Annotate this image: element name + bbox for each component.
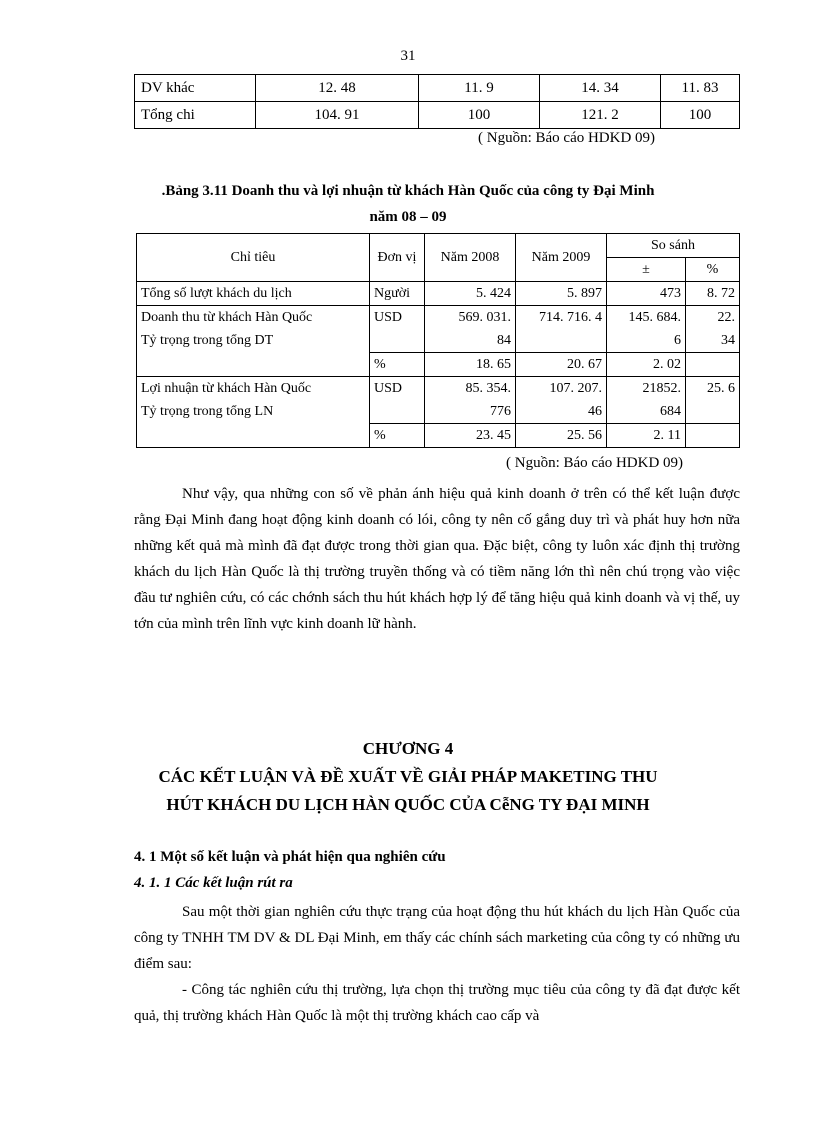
cell-line: 21852. — [642, 381, 681, 396]
table-cell: DV khác — [135, 75, 256, 102]
table-cell: USD — [370, 377, 425, 424]
table-cell: 14. 34 — [540, 75, 661, 102]
body-paragraph: - Công tác nghiên cứu thị trường, lựa chọn thị trường mục tiêu của công ty đã đạt được kết quả, thị trường khách Hàn Quốc là một thị trường khách cao cấp và — [134, 982, 740, 1024]
chapter-title-line1: CÁC KẾT LUẬN VÀ ĐỀ XUẤT VỀ GIẢI PHÁP MAKETING THU — [158, 767, 658, 786]
table-cell: 23. 45 — [425, 424, 516, 448]
cell-line: 85. 354. — [465, 381, 511, 396]
header-percent: % — [686, 258, 740, 282]
expense-table — [134, 74, 740, 129]
table-cell: 104. 91 — [256, 102, 419, 129]
table-cell: 473 — [607, 282, 686, 306]
table-cell: 2. 02 — [607, 353, 686, 377]
table-row — [135, 75, 740, 102]
body-paragraph: Như vậy, qua những con số về phản ánh hiệu quả kinh doanh ở trên có thể kết luận được rằng Đại Minh đang hoạt động kinh doanh có lói, công ty nên cố gắng duy trì và phát huy hơn nữa những kết quả mà mình đã đạt được trong thời gian qua. Đặc biệt, công ty luôn xác định thị trường khách du lịch Hàn Quốc là thị trường truyền thống và có tiềm năng lớn thì nên chú trọng vào việc đầu tư nghiên cứu, có các chớnh sách thu hút khách hợp lý để tăng hiệu quả kinh doanh và vị thế, uy tớn của mình trên lĩnh vực kinh doanh lữ hành. — [134, 486, 740, 632]
table-caption: .Bảng 3.11 Doanh thu và lợi nhuận từ khách Hàn Quốc của công ty Đại Minh — [161, 183, 655, 199]
table-cell — [425, 377, 516, 424]
table-cell: Tổng số lượt khách du lịch — [137, 282, 370, 306]
table-cell: 121. 2 — [540, 102, 661, 129]
header-nam-2009: Năm 2009 — [516, 234, 607, 282]
header-plus-minus: ± — [607, 258, 686, 282]
body-text — [134, 899, 740, 1029]
cell-line: 107. 207. — [549, 381, 602, 396]
cell-line: 684 — [660, 404, 681, 419]
table-cell — [607, 377, 686, 424]
table-cell: 8. 72 — [686, 282, 740, 306]
table-cell: USD — [370, 306, 425, 353]
table-cell: Người — [370, 282, 425, 306]
table-row — [135, 102, 740, 129]
cell-line: Doanh thu từ khách Hàn Quốc — [141, 310, 313, 325]
cell-line: Lợi nhuận từ khách Hàn Quốc — [141, 381, 312, 396]
header-chi-tieu: Chỉ tiêu — [137, 234, 370, 282]
table-cell — [137, 377, 370, 448]
table-cell: 25. 6 — [686, 377, 740, 424]
header-nam-2008: Năm 2008 — [425, 234, 516, 282]
table-caption-line2: năm 08 – 09 — [369, 209, 447, 225]
table-cell: % — [370, 424, 425, 448]
body-paragraph: Sau một thời gian nghiên cứu thực trạng của hoạt động thu hút khách du lịch Hàn Quốc của công ty TNHH TM DV & DL Đại Minh, em thấy các chính sách marketing của công ty có những ưu điểm sau: — [134, 904, 740, 972]
table-cell: 100 — [661, 102, 740, 129]
table-cell: 20. 67 — [516, 353, 607, 377]
table-cell — [686, 424, 740, 448]
table-cell — [137, 306, 370, 377]
table-cell: 100 — [419, 102, 540, 129]
cell-line: Tỷ trọng trong tổng LN — [141, 404, 274, 419]
source-note: ( Nguồn: Báo cáo HDKD 09) — [478, 130, 656, 146]
table-cell: 11. 9 — [419, 75, 540, 102]
cell-line: 84 — [497, 333, 511, 348]
revenue-profit-table — [136, 233, 740, 448]
source-note: ( Nguồn: Báo cáo HDKD 09) — [506, 455, 684, 471]
table-cell: 18. 65 — [425, 353, 516, 377]
table-cell: 5. 897 — [516, 282, 607, 306]
table-header-row — [137, 234, 740, 258]
section-heading: 4. 1 Một số kết luận và phát hiện qua nghiên cứu — [134, 849, 446, 865]
chapter-title-line2: HÚT KHÁCH DU LỊCH HÀN QUỐC CỦA CễNG TY ĐẠI MINH — [166, 795, 650, 814]
table-row — [137, 377, 740, 424]
cell-line: 34 — [721, 333, 735, 348]
cell-line: 46 — [588, 404, 602, 419]
table-cell: 5. 424 — [425, 282, 516, 306]
table-cell — [686, 306, 740, 353]
table-cell: Tổng chi — [135, 102, 256, 129]
cell-line: Tỷ trọng trong tổng DT — [141, 333, 274, 348]
table-cell: 11. 83 — [661, 75, 740, 102]
table-cell: 2. 11 — [607, 424, 686, 448]
table-row — [137, 306, 740, 353]
cell-line: 145. 684. — [628, 310, 681, 325]
table-cell: 12. 48 — [256, 75, 419, 102]
page-number: 31 — [400, 48, 416, 64]
table-cell: 714. 716. 4 — [516, 306, 607, 353]
table-cell — [607, 306, 686, 353]
cell-line: 776 — [490, 404, 511, 419]
chapter-number: CHƯƠNG 4 — [362, 739, 454, 758]
cell-line: 22. — [717, 310, 735, 325]
cell-line: 569. 031. — [458, 310, 511, 325]
table-cell — [686, 353, 740, 377]
table-row — [137, 282, 740, 306]
subsection-heading: 4. 1. 1 Các kết luận rút ra — [134, 875, 293, 891]
table-cell: 25. 56 — [516, 424, 607, 448]
cell-line: 6 — [674, 333, 681, 348]
header-don-vi: Đơn vị — [370, 234, 425, 282]
table-cell — [516, 377, 607, 424]
header-so-sanh: So sánh — [607, 234, 740, 258]
table-cell: % — [370, 353, 425, 377]
table-cell — [425, 306, 516, 353]
